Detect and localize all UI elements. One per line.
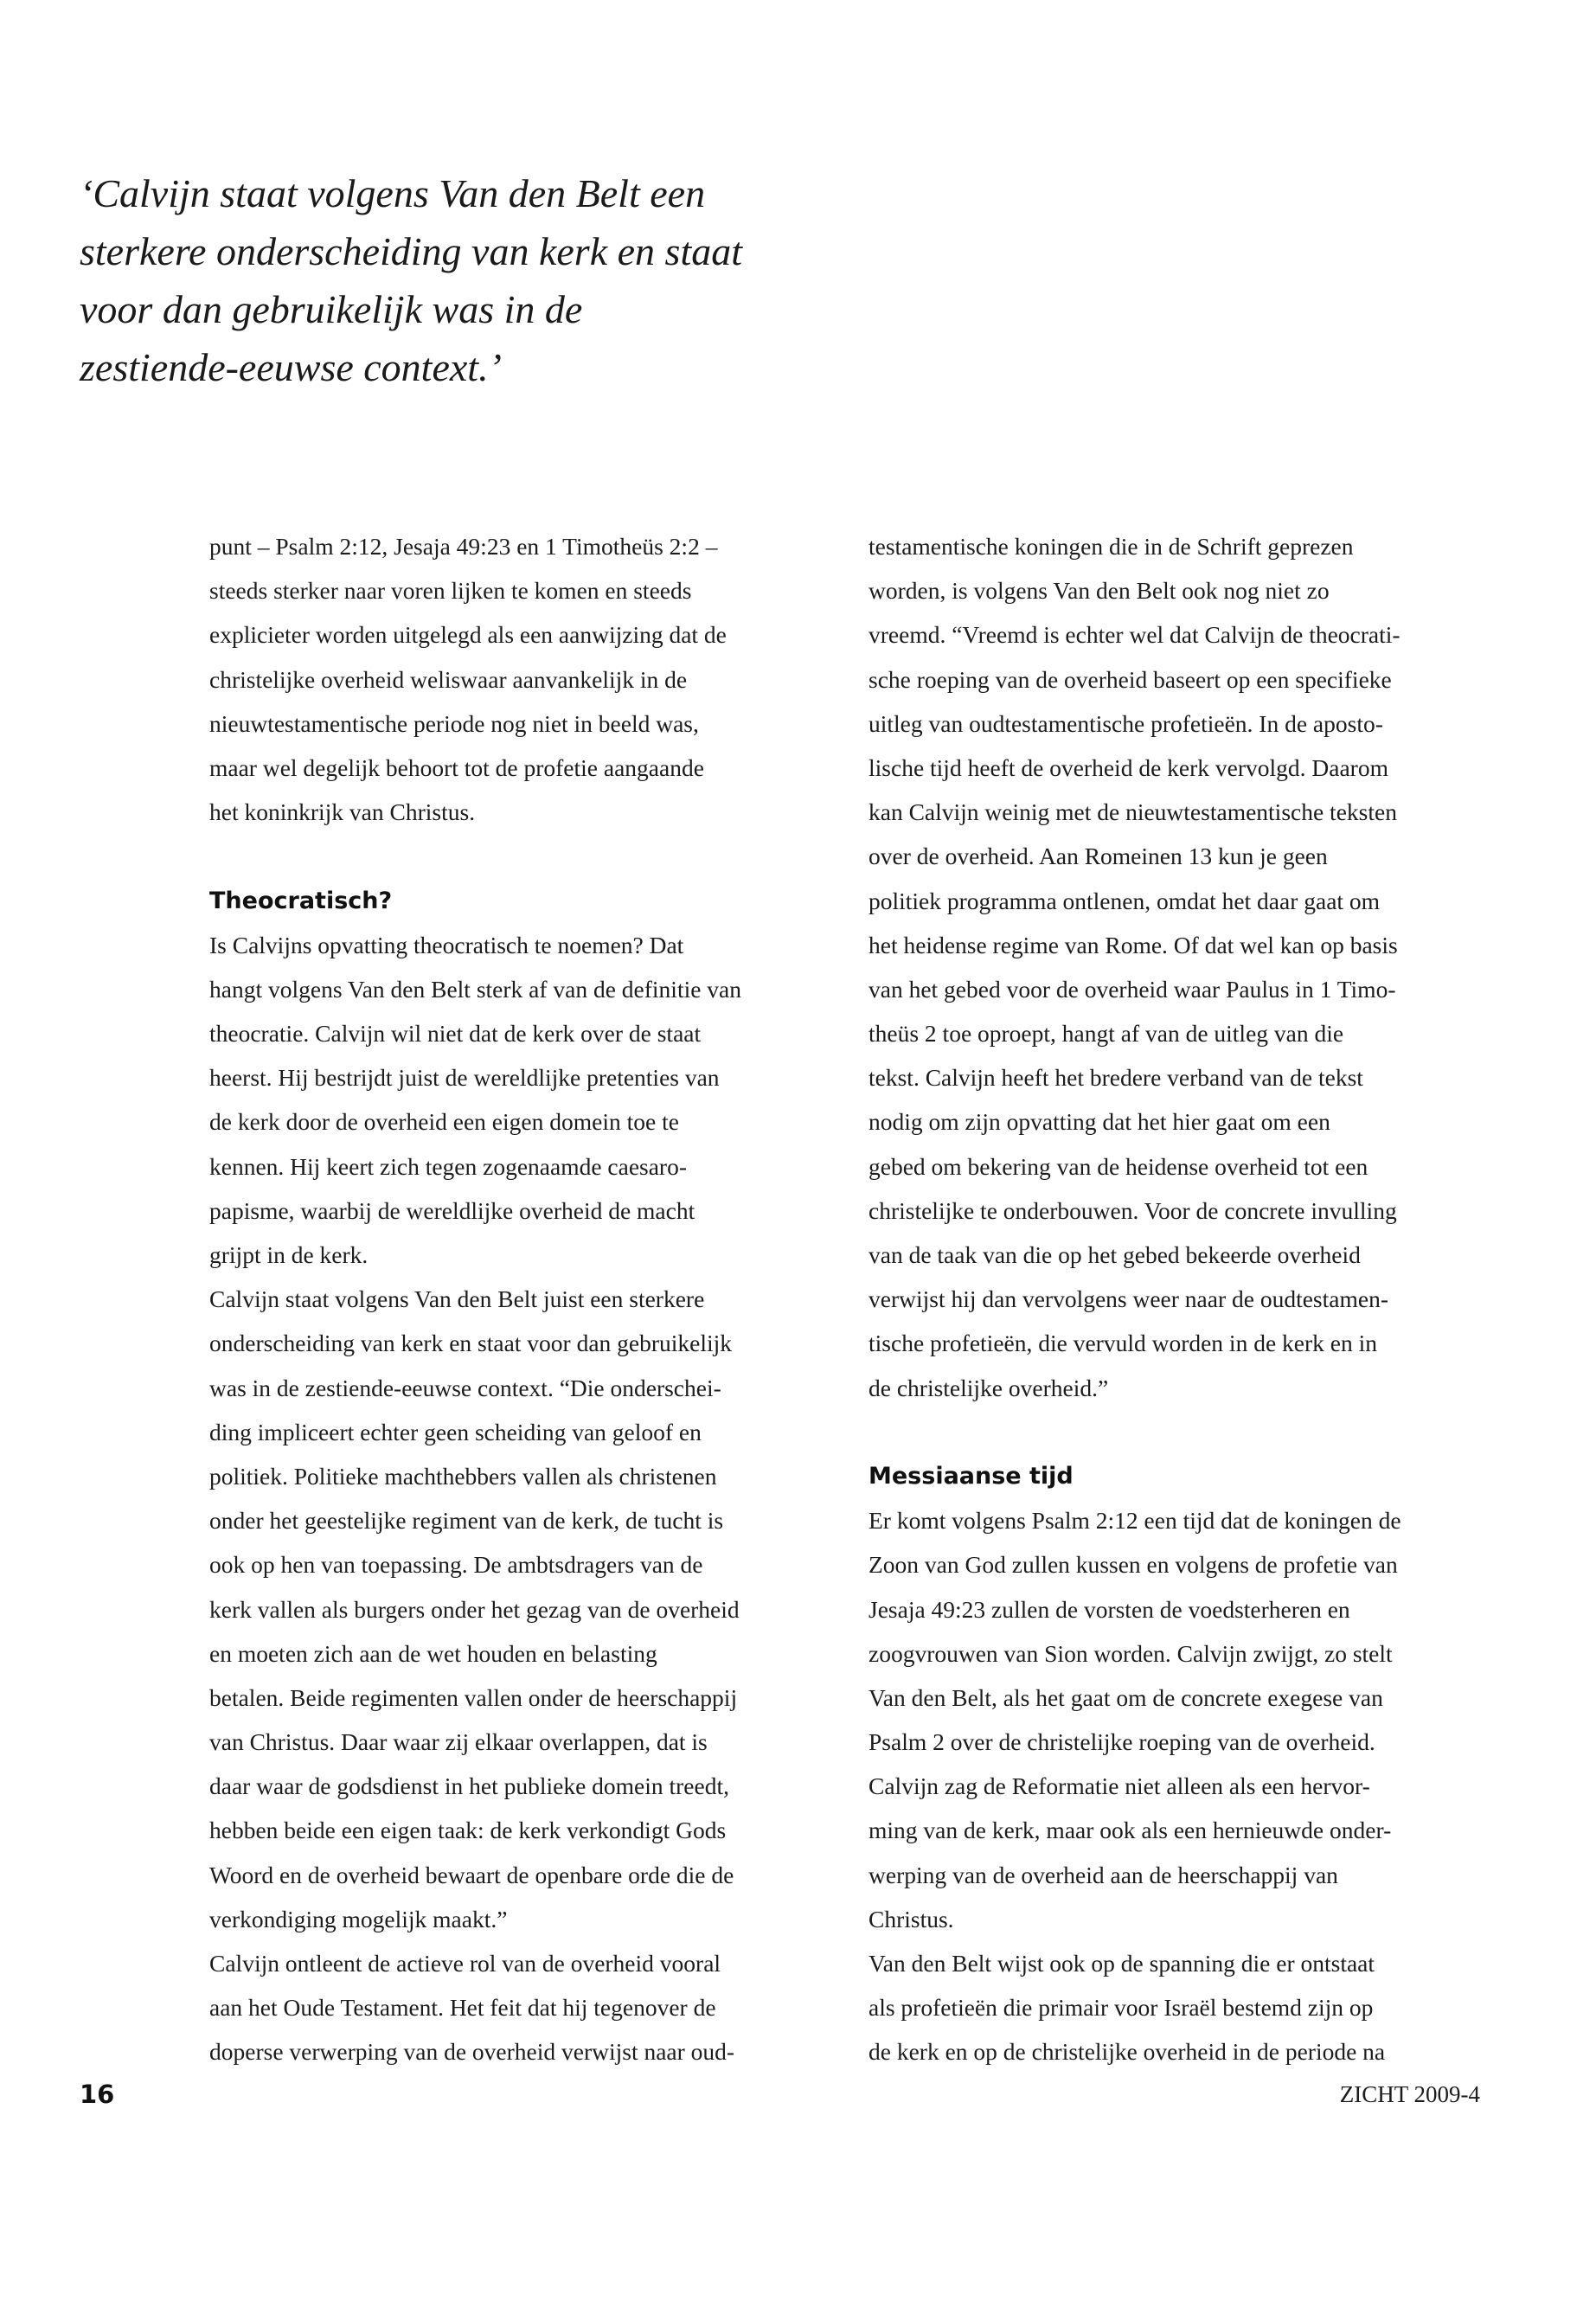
text-line: verwijst hij dan vervolgens weer naar de oudtestamen- xyxy=(869,1285,1388,1313)
section-heading-theocratisch: Theocratisch? xyxy=(209,887,393,914)
text-line: punt – Psalm 2:12, Jesaja 49:23 en 1 Timotheüs 2:2 – xyxy=(209,533,718,560)
text-line: Calvijn staat volgens Van den Belt juist een sterkere xyxy=(209,1285,705,1313)
left-body-text xyxy=(209,923,832,2074)
text-line: politiek. Politieke machthebbers vallen als christenen xyxy=(209,1462,717,1490)
text-line: onderscheiding van kerk en staat voor dan gebruikelijk xyxy=(209,1330,733,1357)
paragraph-gap xyxy=(209,834,832,878)
text-line: steeds sterker naar voren lijken te komen en steeds xyxy=(209,577,692,605)
text-line: Van den Belt, als het gaat om de concrete exegese van xyxy=(869,1683,1383,1711)
pull-quote xyxy=(80,164,945,396)
text-line: sche roeping van de overheid baseert op een specifieke xyxy=(869,665,1392,693)
text-line: papisme, waarbij de wereldlijke overheid de macht xyxy=(209,1196,695,1224)
text-line: ook op hen van toepassing. De ambtsdragers van de xyxy=(209,1551,703,1579)
text-line: Zoon van God zullen kussen en volgens de profetie van xyxy=(869,1551,1398,1579)
text-line: verkondiging mogelijk maakt.” xyxy=(209,1905,508,1932)
text-line: Woord en de overheid bewaart de openbare orde die de xyxy=(209,1861,734,1888)
text-line: en moeten zich aan de wet houden en belasting xyxy=(209,1639,657,1667)
text-line: de kerk en op de christelijke overheid in de periode na xyxy=(869,2038,1386,2066)
left-intro-paragraph xyxy=(209,524,832,834)
text-line: explicieter worden uitgelegd als een aanwijzing dat de xyxy=(209,621,727,649)
text-line: lische tijd heeft de overheid de kerk vervolgd. Daarom xyxy=(869,753,1388,781)
text-line: theüs 2 toe oproept, hangt af van de uitleg van die xyxy=(869,1020,1344,1048)
pull-quote-line: sterkere onderscheiding van kerk en staat xyxy=(80,229,743,273)
right-column xyxy=(869,524,1491,2074)
text-line: politiek programma ontlenen, omdat het daar gaat om xyxy=(869,887,1381,914)
text-line: vreemd. “Vreemd is echter wel dat Calvijn de theocrati- xyxy=(869,621,1401,649)
text-line: van Christus. Daar waar zij elkaar overlappen, dat is xyxy=(209,1728,708,1756)
text-line: Calvijn zag de Reformatie niet alleen als een hervor- xyxy=(869,1772,1370,1800)
page-number: 16 xyxy=(80,2080,115,2109)
text-line: ming van de kerk, maar ook als een hernieuwde onder- xyxy=(869,1817,1392,1844)
text-line: Christus. xyxy=(869,1905,954,1932)
text-line: de christelijke overheid.” xyxy=(869,1374,1109,1401)
text-line: uitleg van oudtestamentische profetieën. In de aposto- xyxy=(869,709,1383,737)
text-line: als profetieën die primair voor Israël bestemd zijn op xyxy=(869,1994,1374,2022)
pull-quote-line: zestiende-eeuwse context.’ xyxy=(80,345,502,389)
text-line: hebben beide een eigen taak: de kerk verkondigt Gods xyxy=(209,1817,727,1844)
text-line: christelijke overheid weliswaar aanvankelijk in de xyxy=(209,665,688,693)
text-line: worden, is volgens Van den Belt ook nog niet zo xyxy=(869,577,1330,605)
right-intro-paragraph xyxy=(869,524,1491,1410)
text-line: de kerk door de overheid een eigen domein toe te xyxy=(209,1108,679,1136)
text-line: Is Calvijns opvatting theocratisch te noemen? Dat xyxy=(209,931,684,958)
section-heading-messiaanse-tijd: Messiaanse tijd xyxy=(869,1462,1074,1490)
text-line: hangt volgens Van den Belt sterk af van de definitie van xyxy=(209,975,742,1003)
text-line: Jesaja 49:23 zullen de vorsten de voedsterheren en xyxy=(869,1595,1350,1623)
text-line: gebed om bekering van de heidense overheid tot een xyxy=(869,1152,1368,1180)
text-line: Er komt volgens Psalm 2:12 een tijd dat de koningen de xyxy=(869,1507,1401,1535)
text-line: over de overheid. Aan Romeinen 13 kun je geen xyxy=(869,843,1328,870)
text-line: van de taak van die op het gebed bekeerde overheid xyxy=(869,1241,1361,1268)
text-line: betalen. Beide regimenten vallen onder de heerschappij xyxy=(209,1683,738,1711)
text-line: maar wel degelijk behoort tot de profetie aangaande xyxy=(209,753,704,781)
text-line: onder het geestelijke regiment van de kerk, de tucht is xyxy=(209,1507,724,1535)
text-line: christelijke te onderbouwen. Voor de concrete invulling xyxy=(869,1196,1397,1224)
text-line: grijpt in de kerk. xyxy=(209,1241,369,1268)
text-line: tische profetieën, die vervuld worden in de kerk en in xyxy=(869,1330,1377,1357)
text-line: daar waar de godsdienst in het publieke domein treedt, xyxy=(209,1772,729,1800)
text-line: Psalm 2 over de christelijke roeping van de overheid. xyxy=(869,1728,1375,1756)
text-line: kan Calvijn weinig met de nieuwtestamentische teksten xyxy=(869,798,1397,826)
text-line: kennen. Hij keert zich tegen zogenaamde caesaro- xyxy=(209,1152,688,1180)
text-line: ding impliceert echter geen scheiding van geloof en xyxy=(209,1418,702,1445)
text-line: van het gebed voor de overheid waar Paulus in 1 Timo- xyxy=(869,975,1396,1003)
text-line: tekst. Calvijn heeft het bredere verband van de tekst xyxy=(869,1064,1363,1092)
text-line: Van den Belt wijst ook op de spanning die er ontstaat xyxy=(869,1950,1375,1977)
text-line: was in de zestiende-eeuwse context. “Die onderschei- xyxy=(209,1374,721,1401)
text-line: het koninkrijk van Christus. xyxy=(209,798,476,826)
pull-quote-line: voor dan gebruikelijk was in de xyxy=(80,287,583,331)
text-line: heerst. Hij bestrijdt juist de wereldlijke pretenties van xyxy=(209,1064,720,1092)
journal-issue: ZICHT 2009-4 xyxy=(1339,2081,1480,2107)
text-line: theocratie. Calvijn wil niet dat de kerk over de staat xyxy=(209,1020,702,1048)
text-line: zoogvrouwen van Sion worden. Calvijn zwijgt, zo stelt xyxy=(869,1639,1393,1667)
text-line: het heidense regime van Rome. Of dat wel kan op basis xyxy=(869,931,1398,958)
paragraph-gap xyxy=(869,1410,1491,1454)
text-line: testamentische koningen die in de Schrift geprezen xyxy=(869,533,1354,560)
right-body-text xyxy=(869,1498,1491,2073)
pull-quote-line: ‘Calvijn staat volgens Van den Belt een xyxy=(80,171,706,215)
text-line: Calvijn ontleent de actieve rol van de overheid vooral xyxy=(209,1950,721,1977)
left-column xyxy=(209,524,832,2074)
text-line: nodig om zijn opvatting dat het hier gaat om een xyxy=(869,1108,1330,1136)
text-line: kerk vallen als burgers onder het gezag van de overheid xyxy=(209,1595,740,1623)
text-line: werping van de overheid aan de heerschappij van xyxy=(869,1861,1338,1888)
text-line: aan het Oude Testament. Het feit dat hij tegenover de xyxy=(209,1994,716,2022)
text-line: nieuwtestamentische periode nog niet in beeld was, xyxy=(209,709,699,737)
text-line: doperse verwerping van de overheid verwijst naar oud- xyxy=(209,2038,735,2066)
